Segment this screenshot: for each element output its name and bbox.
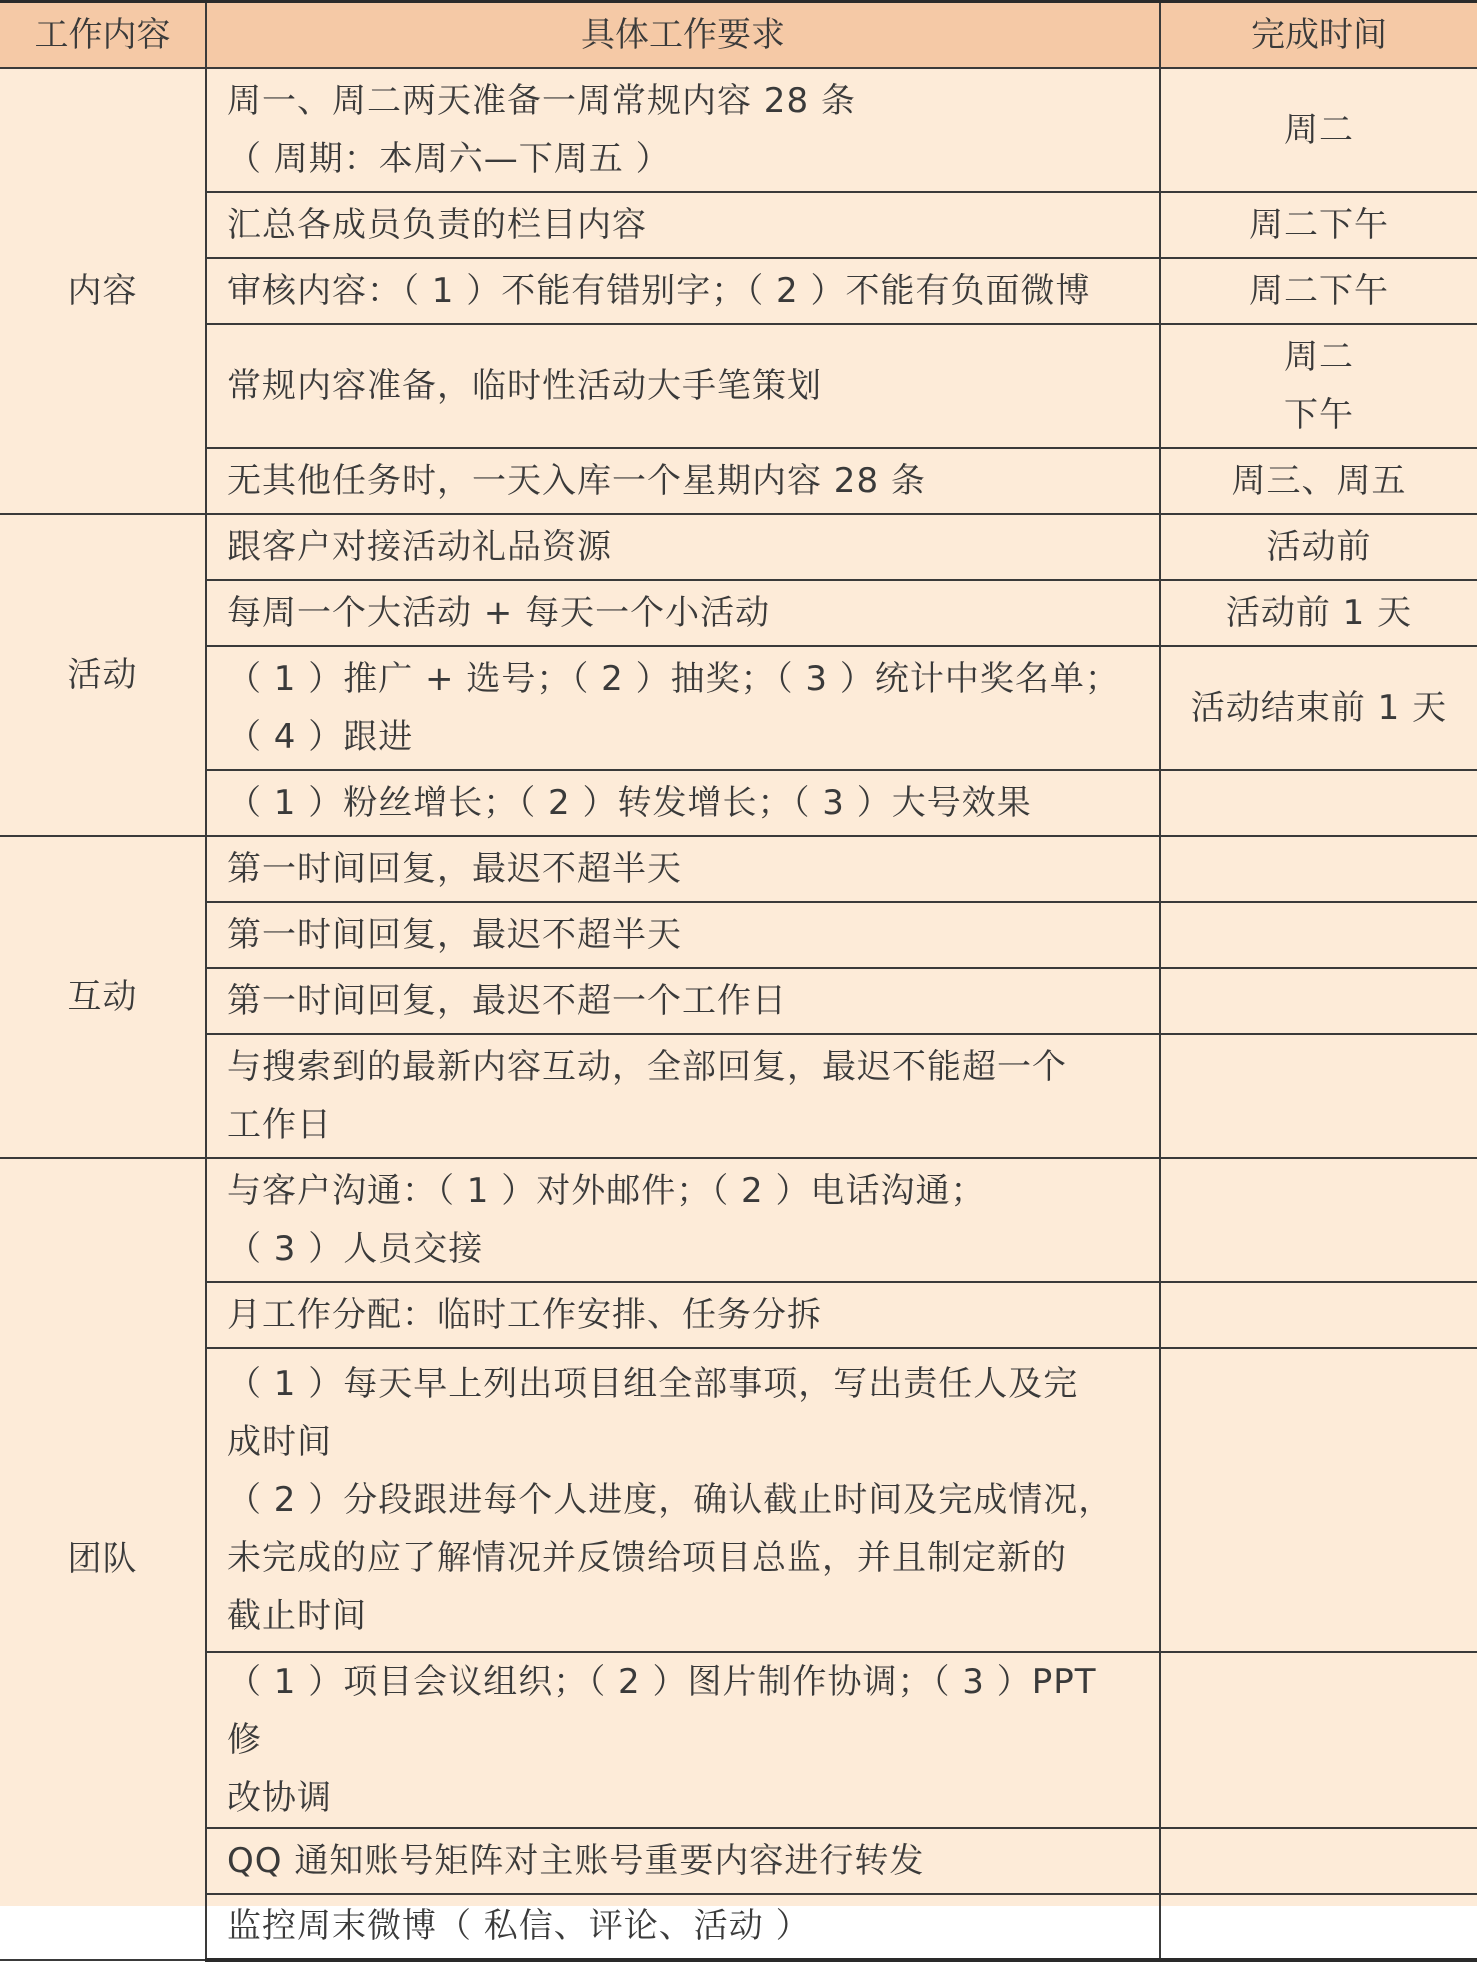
completion-time-line: 周二下午 xyxy=(1249,204,1389,245)
table-row xyxy=(0,192,1477,258)
completion-time-line: 周二下午 xyxy=(1249,270,1389,311)
table-row xyxy=(0,1652,1477,1828)
requirement-line: （ 4 ）跟进 xyxy=(227,716,414,757)
requirement-cell xyxy=(206,258,1160,324)
completion-time-cell xyxy=(1160,68,1477,192)
completion-time-cell xyxy=(1160,770,1477,836)
category-cell: 互动 xyxy=(0,836,206,1158)
completion-time-cell xyxy=(1160,580,1477,646)
table-row xyxy=(0,1894,1477,1960)
table-row xyxy=(0,324,1477,448)
completion-time-line: 周二 xyxy=(1284,109,1354,150)
completion-time-cell xyxy=(1160,1828,1477,1894)
requirement-line: 跟客户对接活动礼品资源 xyxy=(227,526,612,567)
completion-time-cell xyxy=(1160,1894,1477,1960)
requirement-line: （ 周期：本周六—下周五 ） xyxy=(227,138,671,179)
requirement-line: 第一时间回复，最迟不超半天 xyxy=(227,848,682,889)
requirement-cell xyxy=(206,1828,1160,1894)
table-row xyxy=(0,968,1477,1034)
requirement-line: 监控周末微博（ 私信、评论、活动 ） xyxy=(227,1906,811,1946)
requirement-line: QQ 通知账号矩阵对主账号重要内容进行转发 xyxy=(227,1840,925,1881)
requirement-line: （ 3 ）人员交接 xyxy=(227,1228,484,1269)
requirement-cell xyxy=(206,448,1160,514)
requirement-line: 未完成的应了解情况并反馈给项目总监，并且制定新的 xyxy=(227,1537,1067,1578)
requirement-cell xyxy=(206,902,1160,968)
requirement-line: 无其他任务时，一天入库一个星期内容 28 条 xyxy=(227,460,926,501)
category-cell: 内容 xyxy=(0,68,206,514)
completion-time-line: 活动前 1 天 xyxy=(1225,592,1413,633)
table-row xyxy=(0,1158,1477,1282)
table-row xyxy=(0,258,1477,324)
table-row xyxy=(0,836,1477,902)
requirement-cell xyxy=(206,1348,1160,1652)
requirement-line: 常规内容准备，临时性活动大手笔策划 xyxy=(227,365,822,406)
table-row xyxy=(0,448,1477,514)
completion-time-cell xyxy=(1160,324,1477,448)
completion-time-cell xyxy=(1160,448,1477,514)
completion-time-cell xyxy=(1160,836,1477,902)
category-cell: 团队 xyxy=(0,1158,206,1960)
requirement-cell xyxy=(206,324,1160,448)
table-row xyxy=(0,1348,1477,1652)
completion-time-cell xyxy=(1160,1282,1477,1348)
table-row xyxy=(0,1034,1477,1158)
requirement-line: 月工作分配：临时工作安排、任务分拆 xyxy=(227,1294,822,1335)
category-cell: 活动 xyxy=(0,514,206,836)
header-completion-time: 完成时间 xyxy=(1160,2,1477,68)
completion-time-cell xyxy=(1160,1652,1477,1828)
table-row xyxy=(0,646,1477,770)
table-row xyxy=(0,580,1477,646)
completion-time-cell xyxy=(1160,514,1477,580)
requirement-line: 第一时间回复，最迟不超半天 xyxy=(227,914,682,955)
requirement-line: 与搜索到的最新内容互动，全部回复，最迟不能超一个 xyxy=(227,1046,1067,1087)
requirement-line: 截止时间 xyxy=(227,1595,367,1636)
requirement-line: 第一时间回复，最迟不超一个工作日 xyxy=(227,980,787,1021)
completion-time-line: 下午 xyxy=(1284,394,1354,435)
requirement-cell xyxy=(206,1652,1160,1828)
requirement-line: 每周一个大活动 + 每天一个小活动 xyxy=(227,592,771,633)
header-requirements: 具体工作要求 xyxy=(206,2,1160,68)
completion-time-cell xyxy=(1160,1348,1477,1652)
completion-time-line: 活动结束前 1 天 xyxy=(1190,687,1448,728)
requirement-cell xyxy=(206,514,1160,580)
requirement-cell xyxy=(206,192,1160,258)
requirement-line: 汇总各成员负责的栏目内容 xyxy=(227,204,647,245)
requirement-line: 工作日 xyxy=(227,1104,332,1145)
requirement-line: 审核内容：（ 1 ）不能有错别字；（ 2 ）不能有负面微博 xyxy=(227,270,1091,311)
completion-time-line: 周二 xyxy=(1284,336,1354,377)
completion-time-line: 活动前 xyxy=(1266,526,1372,567)
requirement-line: （ 1 ）项目会议组织；（ 2 ）图片制作协调；（ 3 ）PPT 修 xyxy=(227,1661,1097,1760)
requirement-cell xyxy=(206,1894,1160,1960)
requirement-cell xyxy=(206,1282,1160,1348)
header-row xyxy=(0,2,1477,68)
table-row xyxy=(0,514,1477,580)
requirement-cell xyxy=(206,1034,1160,1158)
requirement-line: （ 2 ）分段跟进每个人进度，确认截止时间及完成情况， xyxy=(227,1479,1114,1520)
requirement-line: 与客户沟通：（ 1 ）对外邮件；（ 2 ）电话沟通； xyxy=(227,1170,986,1211)
completion-time-cell xyxy=(1160,902,1477,968)
requirement-cell xyxy=(206,580,1160,646)
requirement-cell xyxy=(206,836,1160,902)
table-row xyxy=(0,1282,1477,1348)
requirement-line: 改协调 xyxy=(227,1777,332,1818)
table-row xyxy=(0,770,1477,836)
table-row xyxy=(0,1828,1477,1894)
requirement-cell xyxy=(206,68,1160,192)
completion-time-line: 周三、周五 xyxy=(1231,460,1407,501)
requirement-line: （ 1 ）每天早上列出项目组全部事项，写出责任人及完 xyxy=(227,1363,1079,1404)
completion-time-cell xyxy=(1160,258,1477,324)
requirement-line: （ 1 ）粉丝增长；（ 2 ）转发增长；（ 3 ）大号效果 xyxy=(227,782,1032,823)
requirement-line: （ 1 ）推广 + 选号；（ 2 ）抽奖；（ 3 ）统计中奖名单； xyxy=(227,658,1120,699)
completion-time-cell xyxy=(1160,1034,1477,1158)
requirement-cell xyxy=(206,1158,1160,1282)
header-work-content: 工作内容 xyxy=(0,2,206,68)
requirement-line: 成时间 xyxy=(227,1421,332,1462)
completion-time-cell xyxy=(1160,646,1477,770)
table-row xyxy=(0,68,1477,192)
completion-time-cell xyxy=(1160,1158,1477,1282)
requirement-cell xyxy=(206,770,1160,836)
table-row xyxy=(0,902,1477,968)
completion-time-cell xyxy=(1160,192,1477,258)
requirement-line: 周一、周二两天准备一周常规内容 28 条 xyxy=(227,80,856,121)
requirement-cell xyxy=(206,968,1160,1034)
completion-time-cell xyxy=(1160,968,1477,1034)
requirement-cell xyxy=(206,646,1160,770)
